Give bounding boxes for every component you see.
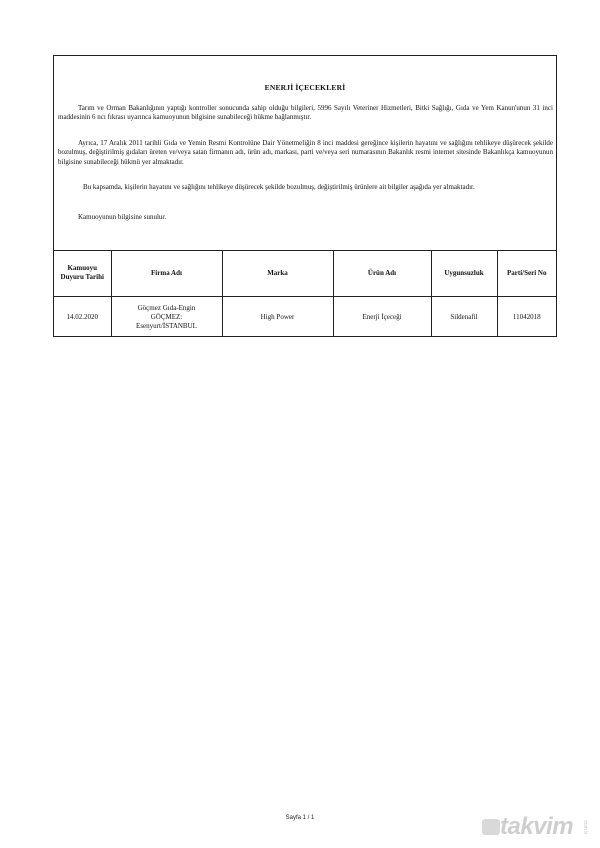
page-number: Sayfa 1 / 1 bbox=[285, 815, 315, 821]
paragraph-scope: Bu kapsamda, kişilerin hayatını ve sağlığını tehlikeye düşürecek şekilde bozulmuş, değiştirilmiş ürünlere ait bilgiler aşağıda yer almaktadır. bbox=[83, 183, 475, 191]
header-date bbox=[54, 250, 111, 297]
header-batch: Parti/Seri No bbox=[497, 250, 556, 297]
document-title: ENERJİ İÇECEKLERİ bbox=[264, 83, 346, 92]
paragraph-closing: Kamuoyunun bilgisine sunulur. bbox=[78, 213, 167, 221]
cell-firm-line2: GÖÇMEZ: bbox=[150, 312, 183, 321]
header-nonconformity: Uygunsuzluk bbox=[431, 250, 497, 297]
header-product: Ürün Adı bbox=[333, 250, 431, 297]
watermark-domain: .com.tr bbox=[582, 819, 588, 835]
intro-section bbox=[54, 56, 556, 251]
header-date-line2: Duyuru Tarihi bbox=[60, 273, 104, 281]
document-frame bbox=[53, 55, 557, 337]
paragraph-legal-basis: Tarım ve Orman Bakanlığının yaptığı kontroller sonucunda sahip olduğu bilgileri, 5996 Sayılı Veteriner Hizmetleri, Bitki Sağlığı, Gıda ve Yem Kanun'unun 31 inci maddesinin 6 ncı fıkrası uyarınca kamuoyunun bilgisine sunabileceği hükme bağlanmıştır. bbox=[58, 104, 553, 122]
table-row bbox=[54, 297, 556, 338]
cell-firm-line3: Esenyurt/İSTANBUL bbox=[136, 321, 197, 330]
header-firm: Firma Adı bbox=[111, 250, 222, 297]
table-header-row bbox=[54, 250, 556, 297]
watermark-text: takvim bbox=[500, 813, 574, 840]
watermark-logo bbox=[482, 813, 592, 843]
product-table bbox=[54, 250, 556, 337]
header-date-line1: Kamuoyu bbox=[67, 264, 98, 272]
paragraph-regulation: Ayrıca, 17 Aralık 2011 tarihli Gıda ve Yemin Resmi Kontrolüne Dair Yönetmeliğin 8 inci maddesi gereğince kişilerin hayatını ve sağlığını tehlikeye düşürecek şekilde bozulmuş, değiştirilmiş gıdaları üreten ve/veya satan firmanın adı, ürün adı, markası, parti ve/veya seri numarasının Bakanlık resmi internet sitesinde Bakanlıkça kamuoyunun bilgisine sunabileceği hükmü yer almaktadır. bbox=[58, 139, 553, 166]
cell-nonconformity: Sildenafil bbox=[431, 297, 497, 338]
header-brand: Marka bbox=[222, 250, 333, 297]
watermark-badge-icon bbox=[482, 819, 500, 835]
cell-product: Enerji İçeceği bbox=[333, 297, 431, 338]
cell-firm-line1: Göçmez Gıda-Engin bbox=[137, 303, 196, 312]
cell-brand: High Power bbox=[222, 297, 333, 338]
cell-batch: 11042018 bbox=[497, 297, 556, 338]
cell-firm bbox=[111, 297, 222, 338]
cell-date: 14.02.2020 bbox=[54, 297, 111, 338]
